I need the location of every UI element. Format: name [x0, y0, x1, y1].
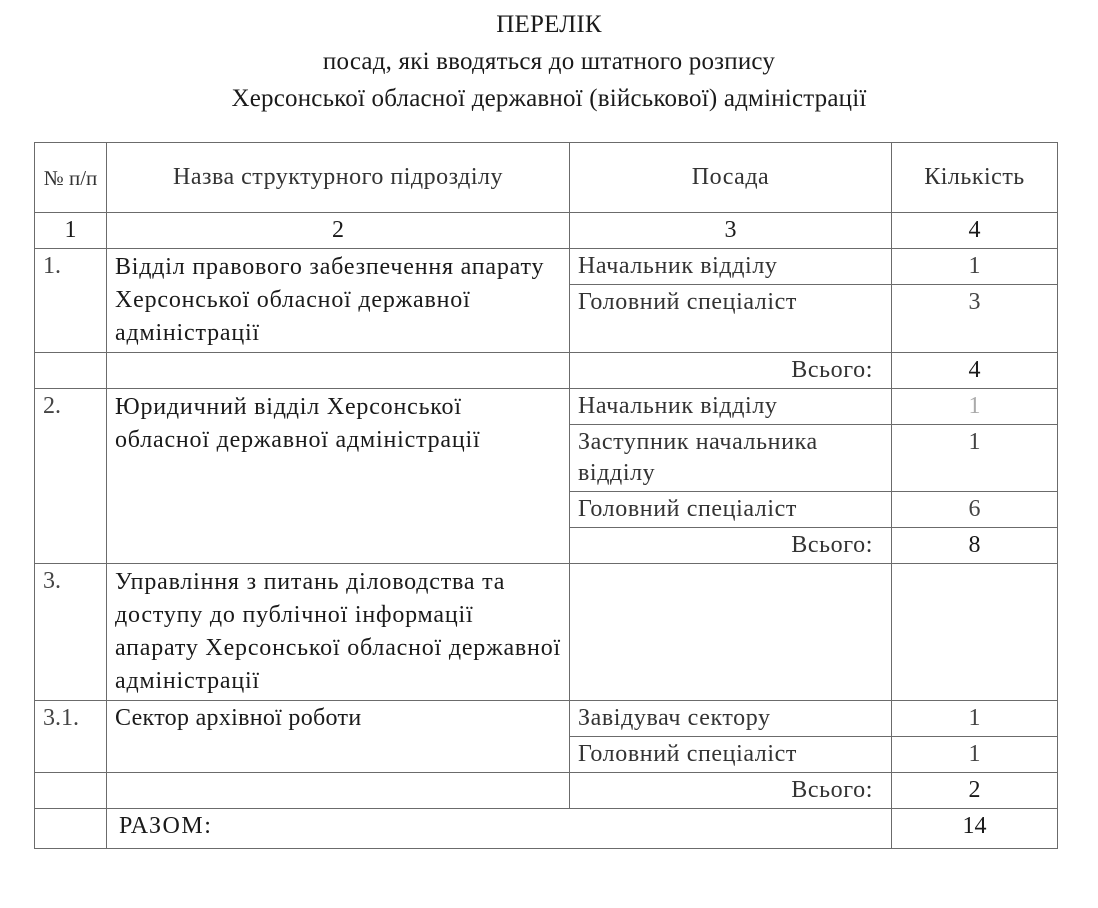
row-number: 1. — [35, 249, 107, 353]
unit-name: Юридичний відділ Херсонської обласної державної адміністрації — [107, 389, 570, 564]
position-name: Начальник відділу — [570, 249, 892, 285]
subtotal-label: Всього: — [570, 528, 892, 564]
position-count: 1 — [892, 701, 1058, 737]
position-name: Заступник начальника відділу — [570, 425, 892, 492]
grand-total-row — [35, 809, 1058, 849]
column-index-row — [35, 213, 1058, 249]
table-row — [35, 701, 1058, 737]
row-number: 2. — [35, 389, 107, 564]
header-position: Посада — [570, 143, 892, 213]
unit-name: Відділ правового забезпечення апарату Херсонської обласної державної адміністрації — [107, 249, 570, 353]
grand-total-label: РАЗОМ: — [107, 809, 892, 849]
column-index: 2 — [107, 213, 570, 249]
position-count: 1 — [892, 425, 1058, 492]
position-name: Головний спеціаліст — [570, 737, 892, 773]
position-count: 6 — [892, 492, 1058, 528]
positions-table — [34, 142, 1058, 849]
unit-name: Управління з питань діловодства та доступу до публічної інформації апарату Херсонської обласної державної адміністрації — [107, 564, 570, 701]
subtotal-row — [35, 353, 1058, 389]
column-index: 4 — [892, 213, 1058, 249]
position-count: 1 — [892, 389, 1058, 425]
header-num: № п/п — [35, 143, 107, 213]
header-row — [35, 143, 1058, 213]
position-count: 1 — [892, 737, 1058, 773]
position-count: 1 — [892, 249, 1058, 285]
table-row — [35, 389, 1058, 425]
position-name: Начальник відділу — [570, 389, 892, 425]
header-count: Кількість — [892, 143, 1058, 213]
position-count: 3 — [892, 285, 1058, 353]
grand-total-value: 14 — [892, 809, 1058, 849]
document-organization: Херсонської обласної державної (військової) адміністрації — [231, 85, 867, 112]
position-name: Головний спеціаліст — [570, 492, 892, 528]
subtotal-value: 8 — [892, 528, 1058, 564]
subtotal-row — [35, 773, 1058, 809]
table-row — [35, 564, 1058, 701]
document-header — [0, 6, 1098, 117]
document-title: ПЕРЕЛІК — [496, 11, 602, 38]
subtotal-label: Всього: — [570, 773, 892, 809]
subtotal-value: 2 — [892, 773, 1058, 809]
column-index: 1 — [35, 213, 107, 249]
row-number: 3.1. — [35, 701, 107, 773]
table-row — [35, 249, 1058, 285]
position-name: Головний спеціаліст — [570, 285, 892, 353]
subtotal-label: Всього: — [570, 353, 892, 389]
position-name: Завідувач сектору — [570, 701, 892, 737]
row-number: 3. — [35, 564, 107, 701]
document-subtitle: посад, які вводяться до штатного розпису — [322, 48, 776, 75]
subtotal-value: 4 — [892, 353, 1058, 389]
column-index: 3 — [570, 213, 892, 249]
unit-name: Сектор архівної роботи — [107, 701, 570, 773]
header-unit: Назва структурного підрозділу — [107, 143, 570, 213]
